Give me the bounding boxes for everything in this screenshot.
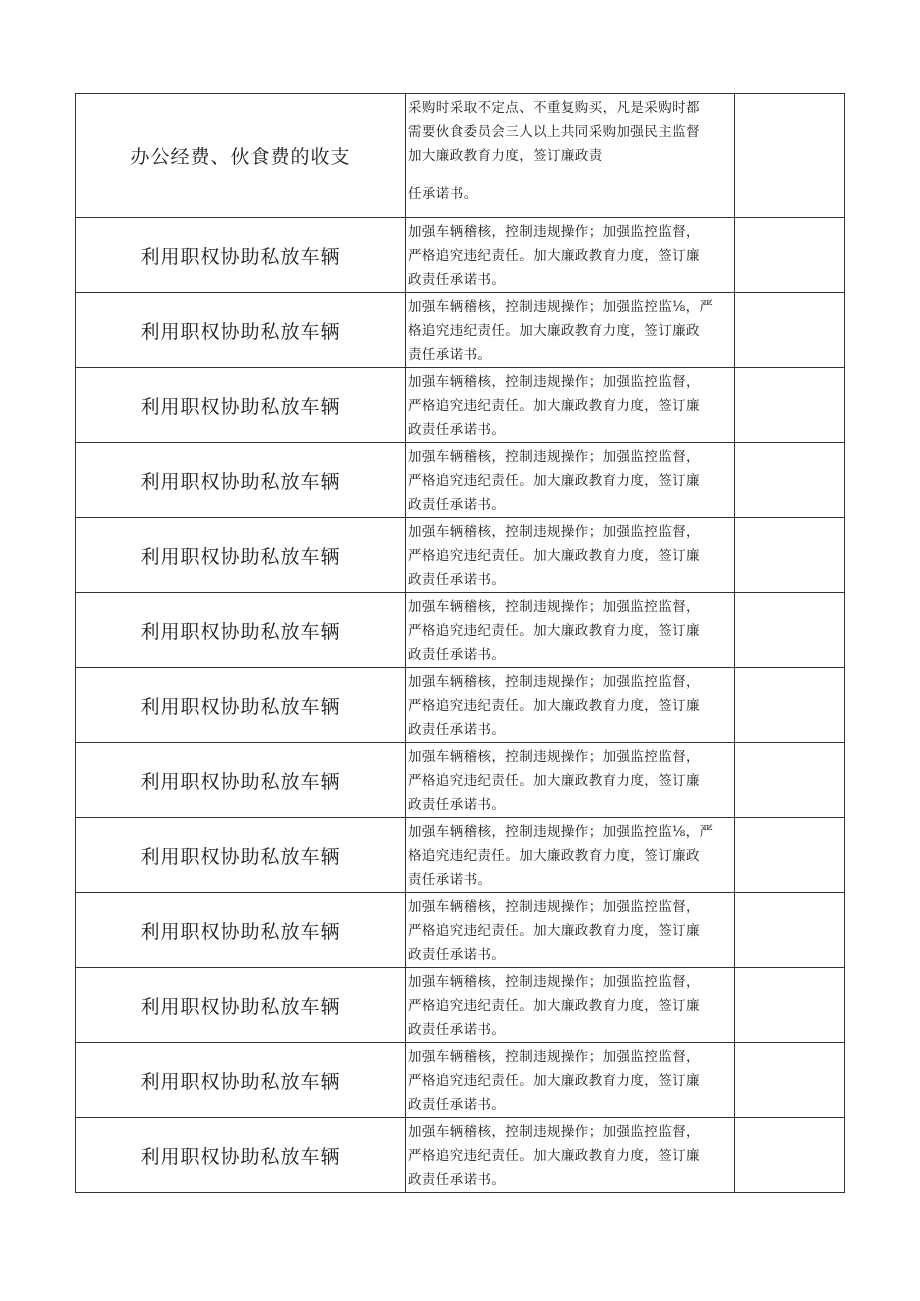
risk-point-cell: 利用职权协助私放车辆 <box>76 668 406 743</box>
measure-line: 加强车辆稽核，控制违规操作；加强监控监督， <box>408 524 700 540</box>
risk-point-cell: 利用职权协助私放车辆 <box>76 593 406 668</box>
note-cell <box>735 593 845 668</box>
note-cell <box>735 518 845 593</box>
measure-line: 需要伙食委员会三人以上共同采购加强民主监督 <box>408 124 700 140</box>
measure-line: 政责任承诺书。 <box>408 1097 506 1113</box>
measure-line: 严格追究违纪责任。加大廉政教育力度，签订廉 <box>408 1148 700 1164</box>
measure-line: 政责任承诺书。 <box>408 797 506 813</box>
prevention-measure-cell <box>406 218 735 293</box>
measure-line: 加大廉政教育力度，签订廉政责 <box>408 148 603 164</box>
note-cell <box>735 1043 845 1118</box>
note-cell <box>735 94 845 218</box>
measure-line: 加强车辆稽核，控制违规操作；加强监控监⅛，严 <box>408 824 714 840</box>
risk-point-cell: 办公经费、伙食费的收支 <box>76 94 406 218</box>
risk-point-cell: 利用职权协助私放车辆 <box>76 743 406 818</box>
prevention-measure-cell <box>406 893 735 968</box>
measure-line: 政责任承诺书。 <box>408 272 506 288</box>
table-row <box>76 368 845 443</box>
risk-point-cell: 利用职权协助私放车辆 <box>76 818 406 893</box>
note-cell <box>735 968 845 1043</box>
note-cell <box>735 368 845 443</box>
risk-point-cell: 利用职权协助私放车辆 <box>76 968 406 1043</box>
table-row <box>76 443 845 518</box>
measure-line: 加强车辆稽核，控制违规操作；加强监控监督， <box>408 224 700 240</box>
prevention-measure-cell <box>406 94 735 218</box>
measure-line: 加强车辆稽核，控制违规操作；加强监控监督， <box>408 1049 700 1065</box>
risk-point-cell: 利用职权协助私放车辆 <box>76 218 406 293</box>
measure-line: 严格追究违纪责任。加大廉政教育力度，签订廉 <box>408 698 700 714</box>
measure-line: 责任承诺书。 <box>408 347 492 363</box>
prevention-measure-cell <box>406 293 735 368</box>
risk-point-cell: 利用职权协助私放车辆 <box>76 518 406 593</box>
measure-line: 政责任承诺书。 <box>408 422 506 438</box>
measure-line: 加强车辆稽核，控制违规操作；加强监控监督， <box>408 749 700 765</box>
measure-line: 政责任承诺书。 <box>408 947 506 963</box>
prevention-measure-cell <box>406 743 735 818</box>
measure-line: 加强车辆稽核，控制违规操作；加强监控监督， <box>408 374 700 390</box>
measure-line: 加强车辆稽核，控制违规操作；加强监控监督， <box>408 674 700 690</box>
prevention-measure-cell <box>406 443 735 518</box>
measure-line: 任承诺书。 <box>408 186 478 202</box>
measure-line: 政责任承诺书。 <box>408 722 506 738</box>
table-row <box>76 743 845 818</box>
measure-line: 严格追究违纪责任。加大廉政教育力度，签订廉 <box>408 548 700 564</box>
measure-line: 政责任承诺书。 <box>408 1172 506 1188</box>
table-row <box>76 293 845 368</box>
measure-line: 采购时采取不定点、不重复购买，凡是采购时都 <box>408 100 700 116</box>
measure-line: 加强车辆稽核，控制违规操作；加强监控监⅛，严 <box>408 299 714 315</box>
measure-line: 政责任承诺书。 <box>408 647 506 663</box>
table-row <box>76 968 845 1043</box>
table-row <box>76 1118 845 1193</box>
note-cell <box>735 818 845 893</box>
risk-point-cell: 利用职权协助私放车辆 <box>76 1043 406 1118</box>
measure-line: 加强车辆稽核，控制违规操作；加强监控监督， <box>408 899 700 915</box>
prevention-measure-cell <box>406 968 735 1043</box>
table-row <box>76 593 845 668</box>
measure-line: 政责任承诺书。 <box>408 572 506 588</box>
table-body <box>76 94 845 1193</box>
table-row <box>76 518 845 593</box>
note-cell <box>735 1118 845 1193</box>
measure-line: 严格追究违纪责任。加大廉政教育力度，签订廉 <box>408 923 700 939</box>
measure-line: 加强车辆稽核，控制违规操作；加强监控监督， <box>408 974 700 990</box>
risk-point-cell: 利用职权协助私放车辆 <box>76 1118 406 1193</box>
risk-point-cell: 利用职权协助私放车辆 <box>76 293 406 368</box>
measure-line: 严格追究违纪责任。加大廉政教育力度，签订廉 <box>408 998 700 1014</box>
measure-line: 责任承诺书。 <box>408 872 492 888</box>
note-cell <box>735 443 845 518</box>
table-row <box>76 218 845 293</box>
measure-line: 严格追究违纪责任。加大廉政教育力度，签订廉 <box>408 398 700 414</box>
table-row <box>76 94 845 218</box>
risk-point-cell: 利用职权协助私放车辆 <box>76 893 406 968</box>
line-gap <box>408 168 732 182</box>
measure-line: 严格追究违纪责任。加大廉政教育力度，签订廉 <box>408 1073 700 1089</box>
measure-line: 加强车辆稽核，控制违规操作；加强监控监督， <box>408 599 700 615</box>
measure-line: 严格追究违纪责任。加大廉政教育力度，签订廉 <box>408 473 700 489</box>
note-cell <box>735 293 845 368</box>
note-cell <box>735 218 845 293</box>
risk-control-table <box>75 93 845 1193</box>
table-row <box>76 668 845 743</box>
measure-line: 格追究违纪责任。加大廉政教育力度，签订廉政 <box>408 323 700 339</box>
prevention-measure-cell <box>406 1043 735 1118</box>
measure-line: 严格追究违纪责任。加大廉政教育力度，签订廉 <box>408 623 700 639</box>
measure-line: 政责任承诺书。 <box>408 1022 506 1038</box>
risk-point-cell: 利用职权协助私放车辆 <box>76 443 406 518</box>
note-cell <box>735 893 845 968</box>
risk-point-cell: 利用职权协助私放车辆 <box>76 368 406 443</box>
prevention-measure-cell <box>406 368 735 443</box>
measure-line: 严格追究违纪责任。加大廉政教育力度，签订廉 <box>408 248 700 264</box>
prevention-measure-cell <box>406 518 735 593</box>
measure-line: 加强车辆稽核，控制违规操作；加强监控监督， <box>408 1124 700 1140</box>
prevention-measure-cell <box>406 593 735 668</box>
note-cell <box>735 743 845 818</box>
measure-line: 格追究违纪责任。加大廉政教育力度，签订廉政 <box>408 848 700 864</box>
note-cell <box>735 668 845 743</box>
prevention-measure-cell <box>406 818 735 893</box>
prevention-measure-cell <box>406 668 735 743</box>
measure-line: 严格追究违纪责任。加大廉政教育力度，签订廉 <box>408 773 700 789</box>
table-row <box>76 1043 845 1118</box>
measure-line: 政责任承诺书。 <box>408 497 506 513</box>
table-row <box>76 818 845 893</box>
measure-line: 加强车辆稽核，控制违规操作；加强监控监督， <box>408 449 700 465</box>
prevention-measure-cell <box>406 1118 735 1193</box>
table-row <box>76 893 845 968</box>
